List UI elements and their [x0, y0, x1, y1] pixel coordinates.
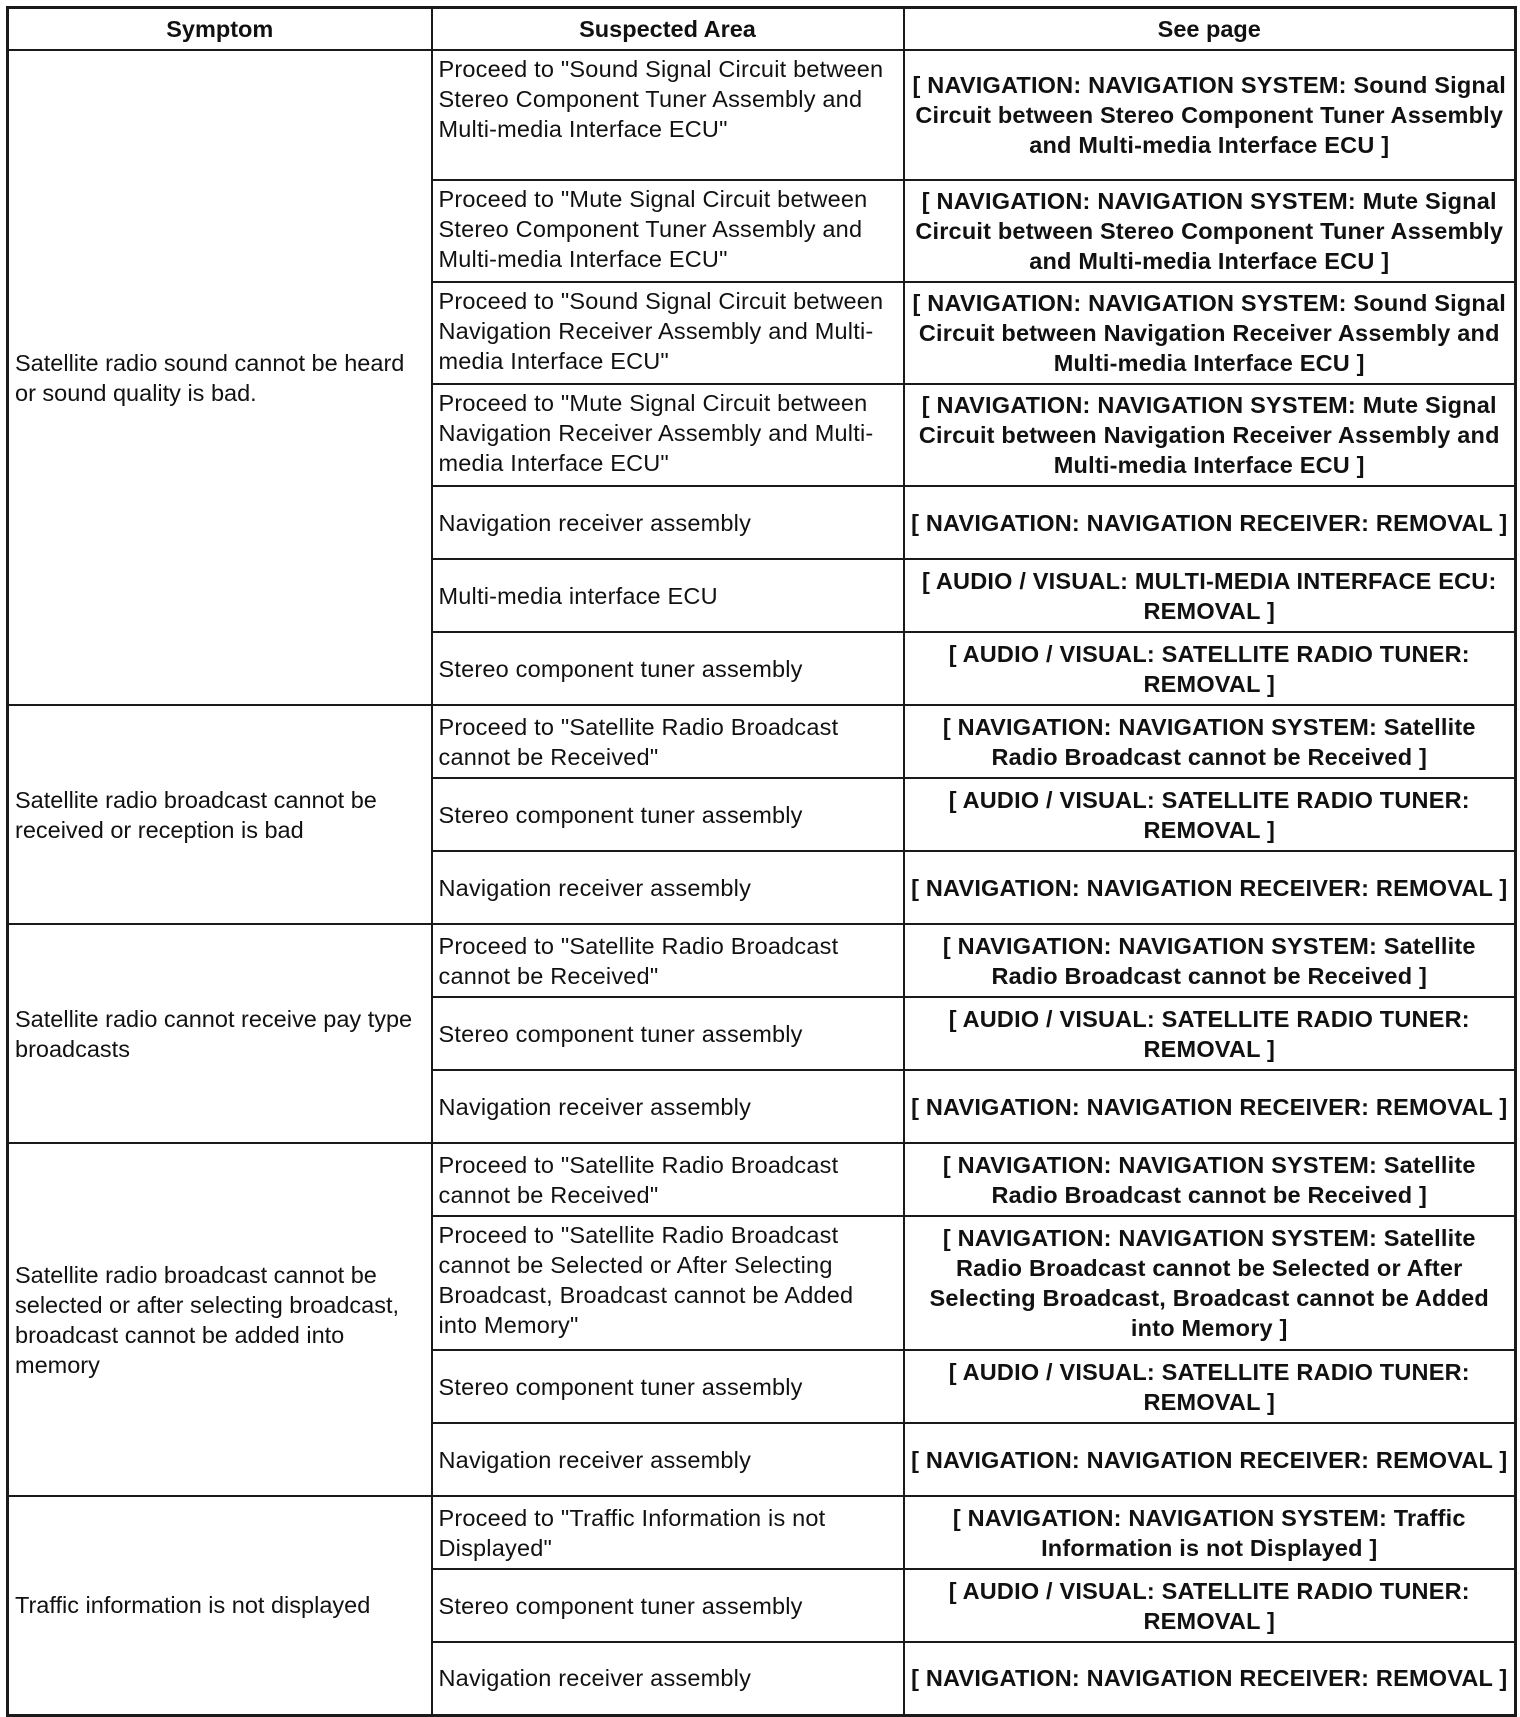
symptom-table	[6, 6, 1517, 1717]
see-page-cell: [ NAVIGATION: NAVIGATION RECEIVER: REMOVAL ]	[904, 486, 1516, 559]
symptom-cell: Traffic information is not displayed	[8, 1496, 432, 1715]
suspected-area-cell: Stereo component tuner assembly	[432, 1569, 904, 1642]
table-row	[8, 1496, 1516, 1569]
suspected-area-cell: Navigation receiver assembly	[432, 1642, 904, 1715]
see-page-cell: [ NAVIGATION: NAVIGATION RECEIVER: REMOVAL ]	[904, 1423, 1516, 1496]
see-page-cell: [ NAVIGATION: NAVIGATION SYSTEM: Traffic Information is not Displayed ]	[904, 1496, 1516, 1569]
table-row	[8, 1143, 1516, 1216]
suspected-area-cell: Navigation receiver assembly	[432, 486, 904, 559]
symptom-cell: Satellite radio sound cannot be heard or sound quality is bad.	[8, 50, 432, 705]
see-page-cell: [ AUDIO / VISUAL: SATELLITE RADIO TUNER: REMOVAL ]	[904, 1350, 1516, 1423]
suspected-area-cell: Stereo component tuner assembly	[432, 997, 904, 1070]
suspected-area-cell: Proceed to "Satellite Radio Broadcast cannot be Received"	[432, 924, 904, 997]
table-row	[8, 50, 1516, 180]
see-page-cell: [ NAVIGATION: NAVIGATION SYSTEM: Satellite Radio Broadcast cannot be Selected or After Selecting Broadcast, Broadcast cannot be Added into Memory ]	[904, 1216, 1516, 1350]
see-page-cell: [ NAVIGATION: NAVIGATION SYSTEM: Mute Signal Circuit between Stereo Component Tuner Assembly and Multi-media Interface ECU ]	[904, 180, 1516, 282]
suspected-area-cell: Proceed to "Mute Signal Circuit between Navigation Receiver Assembly and Multi-media Interface ECU"	[432, 384, 904, 486]
suspected-area-cell: Proceed to "Satellite Radio Broadcast cannot be Received"	[432, 705, 904, 778]
table-row	[8, 924, 1516, 997]
see-page-cell: [ AUDIO / VISUAL: SATELLITE RADIO TUNER: REMOVAL ]	[904, 1569, 1516, 1642]
header-see-page: See page	[904, 8, 1516, 51]
suspected-area-cell: Proceed to "Satellite Radio Broadcast cannot be Selected or After Selecting Broadcast, Broadcast cannot be Added into Memory"	[432, 1216, 904, 1350]
see-page-cell: [ NAVIGATION: NAVIGATION SYSTEM: Satellite Radio Broadcast cannot be Received ]	[904, 1143, 1516, 1216]
header-suspected-area: Suspected Area	[432, 8, 904, 51]
see-page-cell: [ NAVIGATION: NAVIGATION SYSTEM: Mute Signal Circuit between Navigation Receiver Assembly and Multi-media Interface ECU ]	[904, 384, 1516, 486]
symptom-cell: Satellite radio cannot receive pay type broadcasts	[8, 924, 432, 1143]
see-page-cell: [ NAVIGATION: NAVIGATION SYSTEM: Sound Signal Circuit between Stereo Component Tuner Assembly and Multi-media Interface ECU ]	[904, 50, 1516, 180]
see-page-cell: [ NAVIGATION: NAVIGATION RECEIVER: REMOVAL ]	[904, 1642, 1516, 1715]
suspected-area-cell: Proceed to "Sound Signal Circuit between Stereo Component Tuner Assembly and Multi-media Interface ECU"	[432, 50, 904, 180]
see-page-cell: [ AUDIO / VISUAL: SATELLITE RADIO TUNER: REMOVAL ]	[904, 997, 1516, 1070]
suspected-area-cell: Stereo component tuner assembly	[432, 632, 904, 705]
see-page-cell: [ NAVIGATION: NAVIGATION SYSTEM: Satellite Radio Broadcast cannot be Received ]	[904, 705, 1516, 778]
table-row	[8, 705, 1516, 778]
symptom-cell: Satellite radio broadcast cannot be selected or after selecting broadcast, broadcast cannot be added into memory	[8, 1143, 432, 1496]
see-page-cell: [ NAVIGATION: NAVIGATION RECEIVER: REMOVAL ]	[904, 1070, 1516, 1143]
see-page-cell: [ NAVIGATION: NAVIGATION SYSTEM: Sound Signal Circuit between Navigation Receiver Assembly and Multi-media Interface ECU ]	[904, 282, 1516, 384]
see-page-cell: [ NAVIGATION: NAVIGATION RECEIVER: REMOVAL ]	[904, 851, 1516, 924]
see-page-cell: [ NAVIGATION: NAVIGATION SYSTEM: Satellite Radio Broadcast cannot be Received ]	[904, 924, 1516, 997]
suspected-area-cell: Multi-media interface ECU	[432, 559, 904, 632]
see-page-cell: [ AUDIO / VISUAL: SATELLITE RADIO TUNER: REMOVAL ]	[904, 778, 1516, 851]
suspected-area-cell: Proceed to "Satellite Radio Broadcast cannot be Received"	[432, 1143, 904, 1216]
suspected-area-cell: Navigation receiver assembly	[432, 1423, 904, 1496]
suspected-area-cell: Navigation receiver assembly	[432, 1070, 904, 1143]
suspected-area-cell: Proceed to "Mute Signal Circuit between Stereo Component Tuner Assembly and Multi-media Interface ECU"	[432, 180, 904, 282]
suspected-area-cell: Stereo component tuner assembly	[432, 1350, 904, 1423]
suspected-area-cell: Navigation receiver assembly	[432, 851, 904, 924]
suspected-area-cell: Proceed to "Traffic Information is not Displayed"	[432, 1496, 904, 1569]
header-symptom: Symptom	[8, 8, 432, 51]
suspected-area-cell: Stereo component tuner assembly	[432, 778, 904, 851]
suspected-area-cell: Proceed to "Sound Signal Circuit between Navigation Receiver Assembly and Multi-media Interface ECU"	[432, 282, 904, 384]
see-page-cell: [ AUDIO / VISUAL: MULTI-MEDIA INTERFACE ECU: REMOVAL ]	[904, 559, 1516, 632]
see-page-cell: [ AUDIO / VISUAL: SATELLITE RADIO TUNER: REMOVAL ]	[904, 632, 1516, 705]
header-row	[8, 8, 1516, 51]
symptom-cell: Satellite radio broadcast cannot be received or reception is bad	[8, 705, 432, 924]
